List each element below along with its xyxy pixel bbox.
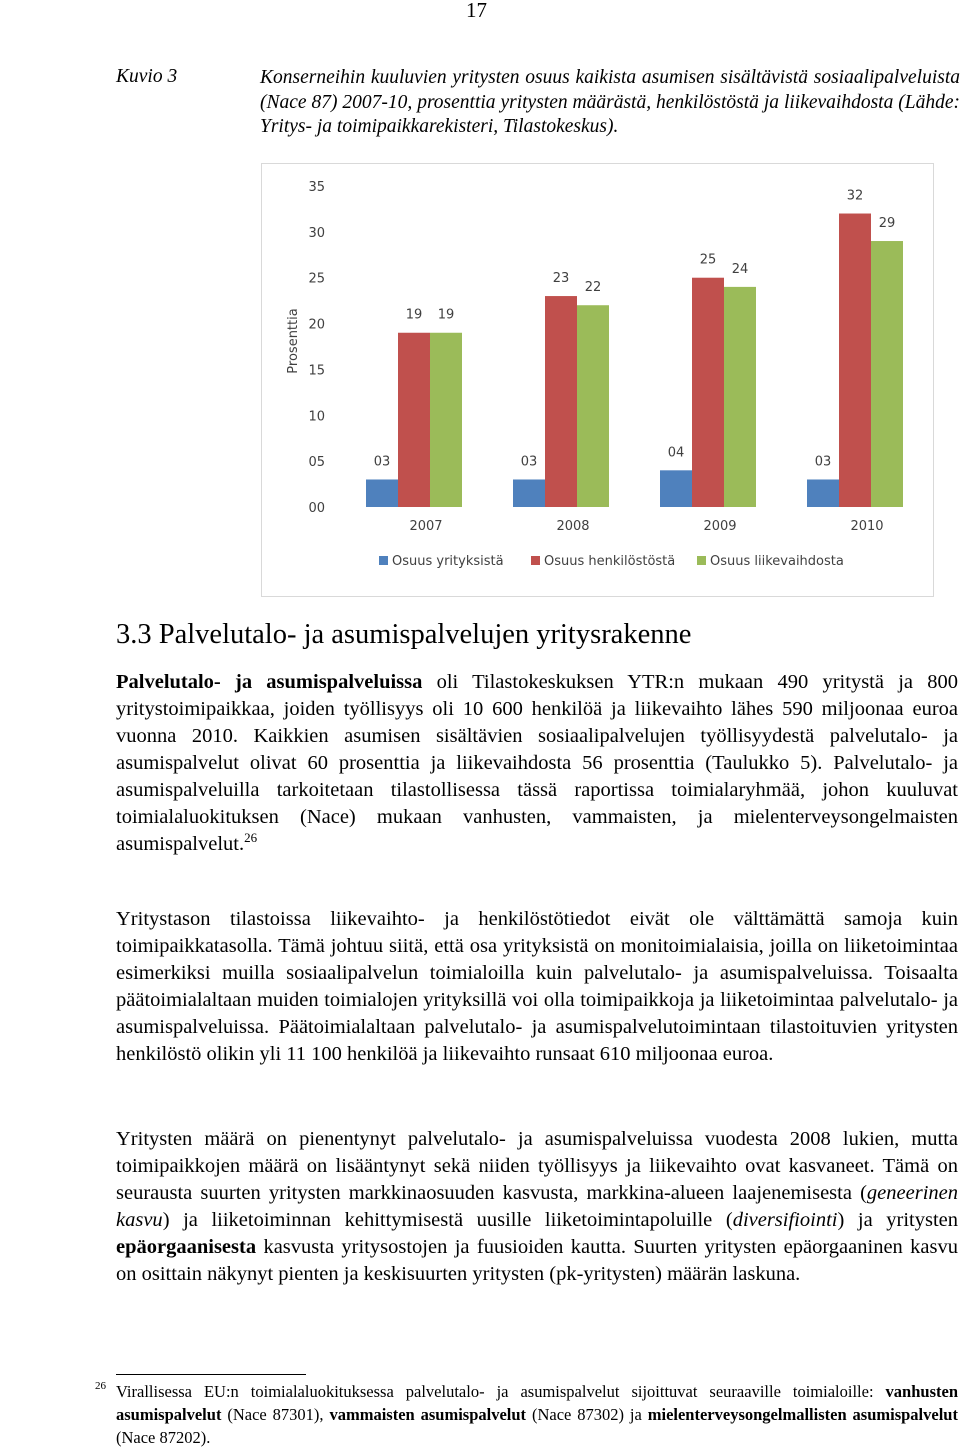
footnote-reference[interactable]: 26 — [244, 830, 258, 846]
data-label: 29 — [878, 216, 896, 232]
paragraph-3-text-b: ) ja liiketoiminnan kehittymisestä uusille liiketoimintapoluille ( — [162, 1209, 733, 1231]
x-tick-label: 2008 — [556, 519, 590, 534]
legend-label: Osuus yrityksistä — [392, 554, 504, 569]
footnote-bold-2: vammaisten asumispalvelut — [329, 1405, 527, 1424]
data-label: 19 — [437, 307, 455, 323]
bar — [660, 470, 692, 507]
bar — [398, 333, 430, 507]
footnote-text-4: (Nace 87202). — [116, 1428, 211, 1447]
bar — [430, 333, 462, 507]
legend-swatch — [531, 556, 540, 565]
legend-swatch — [379, 556, 388, 565]
bar — [839, 214, 871, 507]
paragraph-1-text: oli Tilastokeskuksen YTR:n mukaan 490 yritystä ja 800 yritystoimipaikkaa, joiden työllisyys oli 10 600 henkilöä ja liikevaihto lähes 590 miljoonaa euroa vuonna 2010. Kaikkien asumisen sisältävien sosiaalipalvelujen työllisyydestä palvelutalo- ja asumispalvelut olivat 60 prosenttia ja liikevaihdosta 56 prosenttia (Taulukko 5). Palvelutalo- ja asumispalveluilla tarkoitetaan tilastollisessa tässä raportissa toimialaryhmää, johon kuuluvat toimialaluokituksen (Nace) mukaan vanhusten, vammaisten, ja mielenterveysongelmaisten asumispalvelut. — [116, 671, 958, 855]
bar — [724, 287, 756, 507]
bar — [513, 479, 545, 507]
figure-caption: Konserneihin kuuluvien yritysten osuus kaikista asumisen sisältävistä sosiaalipalveluista (Nace 87) 2007-10, prosenttia yritysten määrästä, henkilöstöstä ja liikevaihdosta (Lähde: Yritys- ja toimipaikkarekisteri, Tilastokeskus). — [260, 67, 960, 137]
bar — [807, 479, 839, 507]
x-tick-label: 2010 — [850, 519, 884, 534]
footnote-text-3: (Nace 87302) ja — [526, 1405, 648, 1424]
data-label: 24 — [731, 261, 749, 277]
data-label: 22 — [584, 280, 602, 296]
bar-chart — [261, 163, 934, 597]
data-label: 25 — [699, 252, 717, 268]
legend-swatch — [697, 556, 706, 565]
page-number: 17 — [466, 0, 487, 22]
paragraph-3-italic-1: geneerinen kasvu — [116, 1182, 958, 1231]
bar — [366, 479, 398, 507]
bar — [871, 241, 903, 507]
paragraph-3-text-d: kasvusta yritysostojen ja fuusioiden kautta. Suurten yritysten epäorgaaninen kasvu on osittain näkynyt pienten ja keskisuurten yritysten (pk-yritysten) määrän laskuna. — [116, 1236, 958, 1285]
y-tick-label: 00 — [308, 501, 325, 516]
y-tick-label: 05 — [308, 455, 325, 471]
y-tick-label: 30 — [308, 225, 325, 241]
footnote-text-1: Virallisessa EU:n toimialaluokituksessa palvelutalo- ja asumispalvelut sijoittuvat seuraaville toimialoille: — [116, 1382, 886, 1401]
paragraph-3-bold-term: epäorgaanisesta — [116, 1236, 257, 1258]
figure-label: Kuvio 3 — [116, 66, 178, 87]
data-label: 23 — [552, 271, 570, 287]
y-tick-label: 20 — [308, 317, 325, 333]
footnote-bold-3: mielenterveysongelmallisten asumispalvelut — [647, 1405, 958, 1424]
data-label: 03 — [373, 454, 391, 470]
y-tick-label: 15 — [308, 363, 325, 379]
data-label: 32 — [846, 188, 864, 204]
data-label: 19 — [405, 307, 423, 323]
x-tick-label: 2007 — [409, 519, 443, 534]
footnote — [116, 1380, 958, 1449]
y-tick-label: 35 — [308, 180, 325, 195]
paragraph-1-bold-term: Palvelutalo- ja asumispalveluissa — [116, 671, 423, 693]
legend-label: Osuus liikevaihdosta — [710, 554, 844, 569]
y-axis-label: Prosenttia — [286, 308, 301, 374]
data-label: 03 — [520, 454, 538, 470]
y-tick-label: 10 — [308, 409, 325, 425]
paragraph-3-text-c: ) ja yritysten — [837, 1209, 958, 1231]
paragraph-3-text-a: Yritysten määrä on pienentynyt palvelutalo- ja asumispalveluissa vuodesta 2008 lukien, mutta toimipaikkojen määrä on lisääntynyt sekä niiden työllisyys ja liikevaihto ovat kasvaneet. Tämä on seurausta suurten yritysten markkinaosuuden kasvusta, markkina-alueen laajenemisesta ( — [116, 1128, 958, 1204]
footnote-divider — [116, 1374, 306, 1375]
data-label: 04 — [667, 445, 685, 461]
paragraph-3-italic-2: diversifiointi — [732, 1209, 838, 1231]
footnote-number: 26 — [95, 1380, 106, 1392]
footnote-text-2: (Nace 87301), — [221, 1405, 330, 1424]
bar — [692, 278, 724, 507]
data-label: 03 — [814, 454, 832, 470]
y-tick-label: 25 — [308, 271, 325, 287]
paragraph-1 — [116, 669, 958, 858]
paragraph-3 — [116, 1126, 958, 1288]
legend-label: Osuus henkilöstöstä — [544, 554, 676, 569]
section-heading: 3.3 Palvelutalo- ja asumispalvelujen yritysrakenne — [116, 619, 692, 650]
bar — [545, 296, 577, 507]
paragraph-2: Yritystason tilastoissa liikevaihto- ja henkilöstötiedot eivät ole välttämättä samoja kuin toimipaikkatasolla. Tämä johtuu siitä, että osa yrityksistä on monitoimialaisia, joilla on liiketoimintaa esimerkiksi muilla sosiaalipalvelun toimialoilla kuin palvelutalo- ja asumispalveluissa. Toisaalta päätoimialaltaan muiden toimialojen yrityksillä voi olla toimipaikkoja ja liiketoimintaa palvelutalo- ja asumispalveluissa. Päätoimialaltaan palvelutalo- ja asumispalvelutoimintaan tilastoituvien yritysten henkilöstö olikin yli 11 100 henkilöä ja liikevaihto runsaat 610 miljoonaa euroa. — [116, 908, 958, 1065]
footnote-bold-1: vanhusten asumispalvelut — [116, 1382, 958, 1424]
bar — [577, 305, 609, 507]
x-tick-label: 2009 — [703, 519, 737, 534]
